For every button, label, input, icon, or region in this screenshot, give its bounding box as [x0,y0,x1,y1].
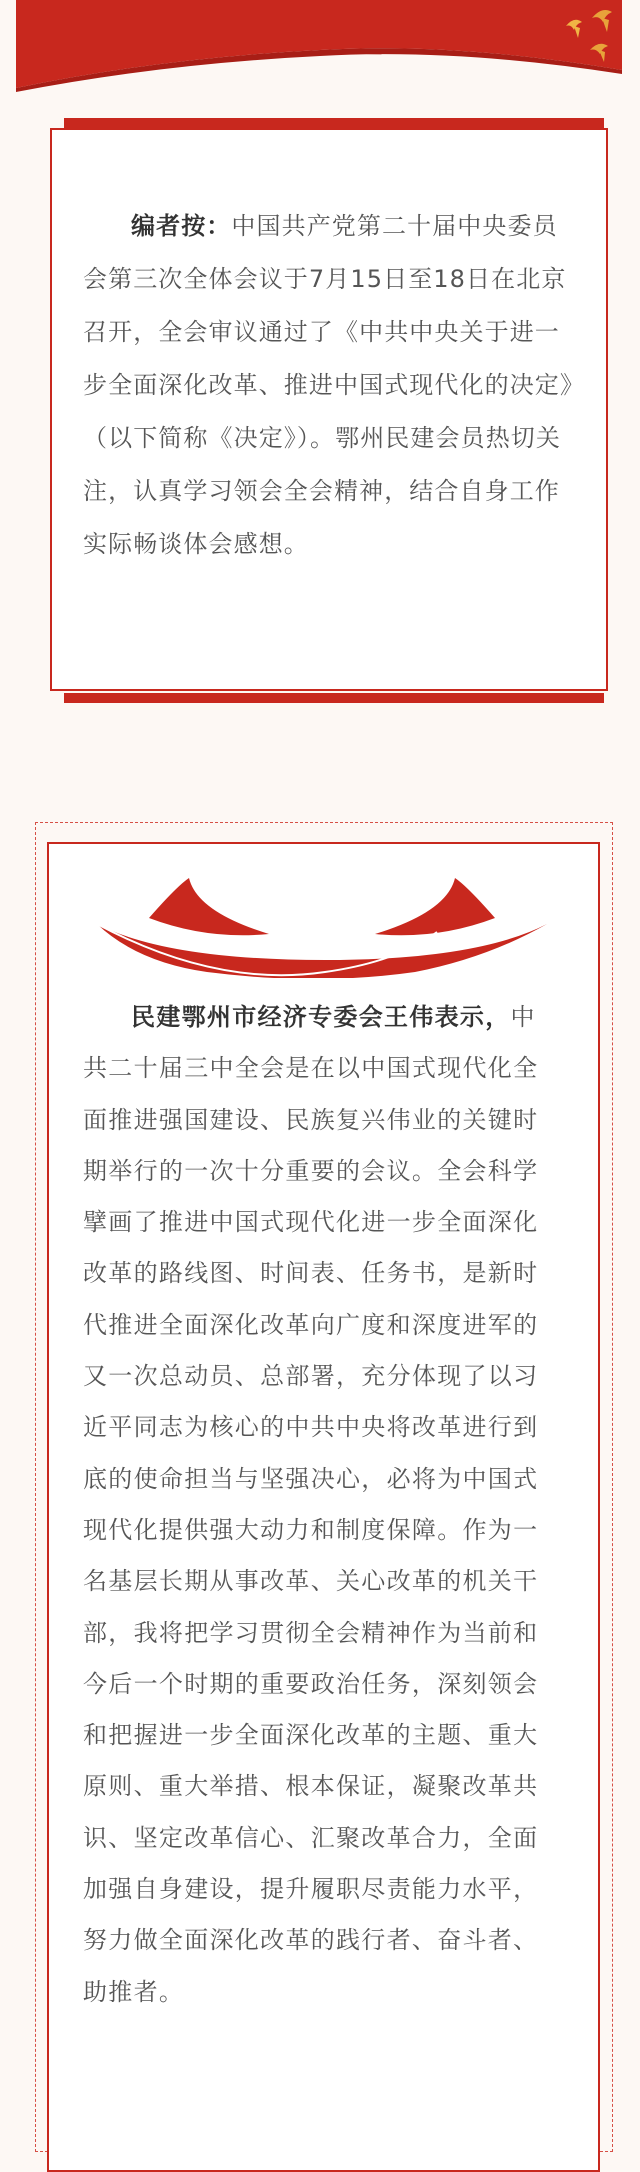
note-top-bar [64,118,604,128]
editor-note-box [50,118,610,703]
article-body: 中共二十届三中全会是在以中国式现代化全面推进强国建设、民族复兴伟业的关键时期举行的一次十分重要的会议。全会科学擘画了推进中国式现代化进一步全面深化改革的路线图、时间表、任务书，是新时代推进全面深化改革向广度和深度进军的又一次总动员、总部署，充分体现了以习近平同志为核心的中共中央将改革进行到底的使命担当与坚强决心，必将为中国式现代化提供强大动力和制度保障。作为一名基层长期从事改革、关心改革的机关干部，我将把学习贯彻全会精神作为当前和今后一个时期的重要政治任务，深刻领会和把握进一步全面深化改革的主题、重大原则、重大举措、根本保证，凝聚改革共识、坚定改革信心、汇聚改革合力，全面加强自身建设，提升履职尽责能力水平，努力做全面深化改革的践行者、奋斗者、助推者。 [83,1003,539,2006]
article-ornament [97,878,547,978]
editor-note-text [83,200,573,571]
header-banner [0,0,640,100]
article-lead: 民建鄂州市经济专委会王伟表示， [131,1003,511,1031]
note-bottom-bar [64,693,604,703]
article-text [83,992,558,2018]
editor-note-label: 编者按： [131,212,232,240]
editor-note-body: 中国共产党第二十届中央委员会第三次全体会议于7月15日至18日在北京召开，全会审议通过了《中共中央关于进一步全面深化改革、推进中国式现代化的决定》（以下简称《决定》）。鄂州民建会员热切关注，认真学习领会全会精神，结合自身工作实际畅谈体会感想。 [83,212,573,558]
